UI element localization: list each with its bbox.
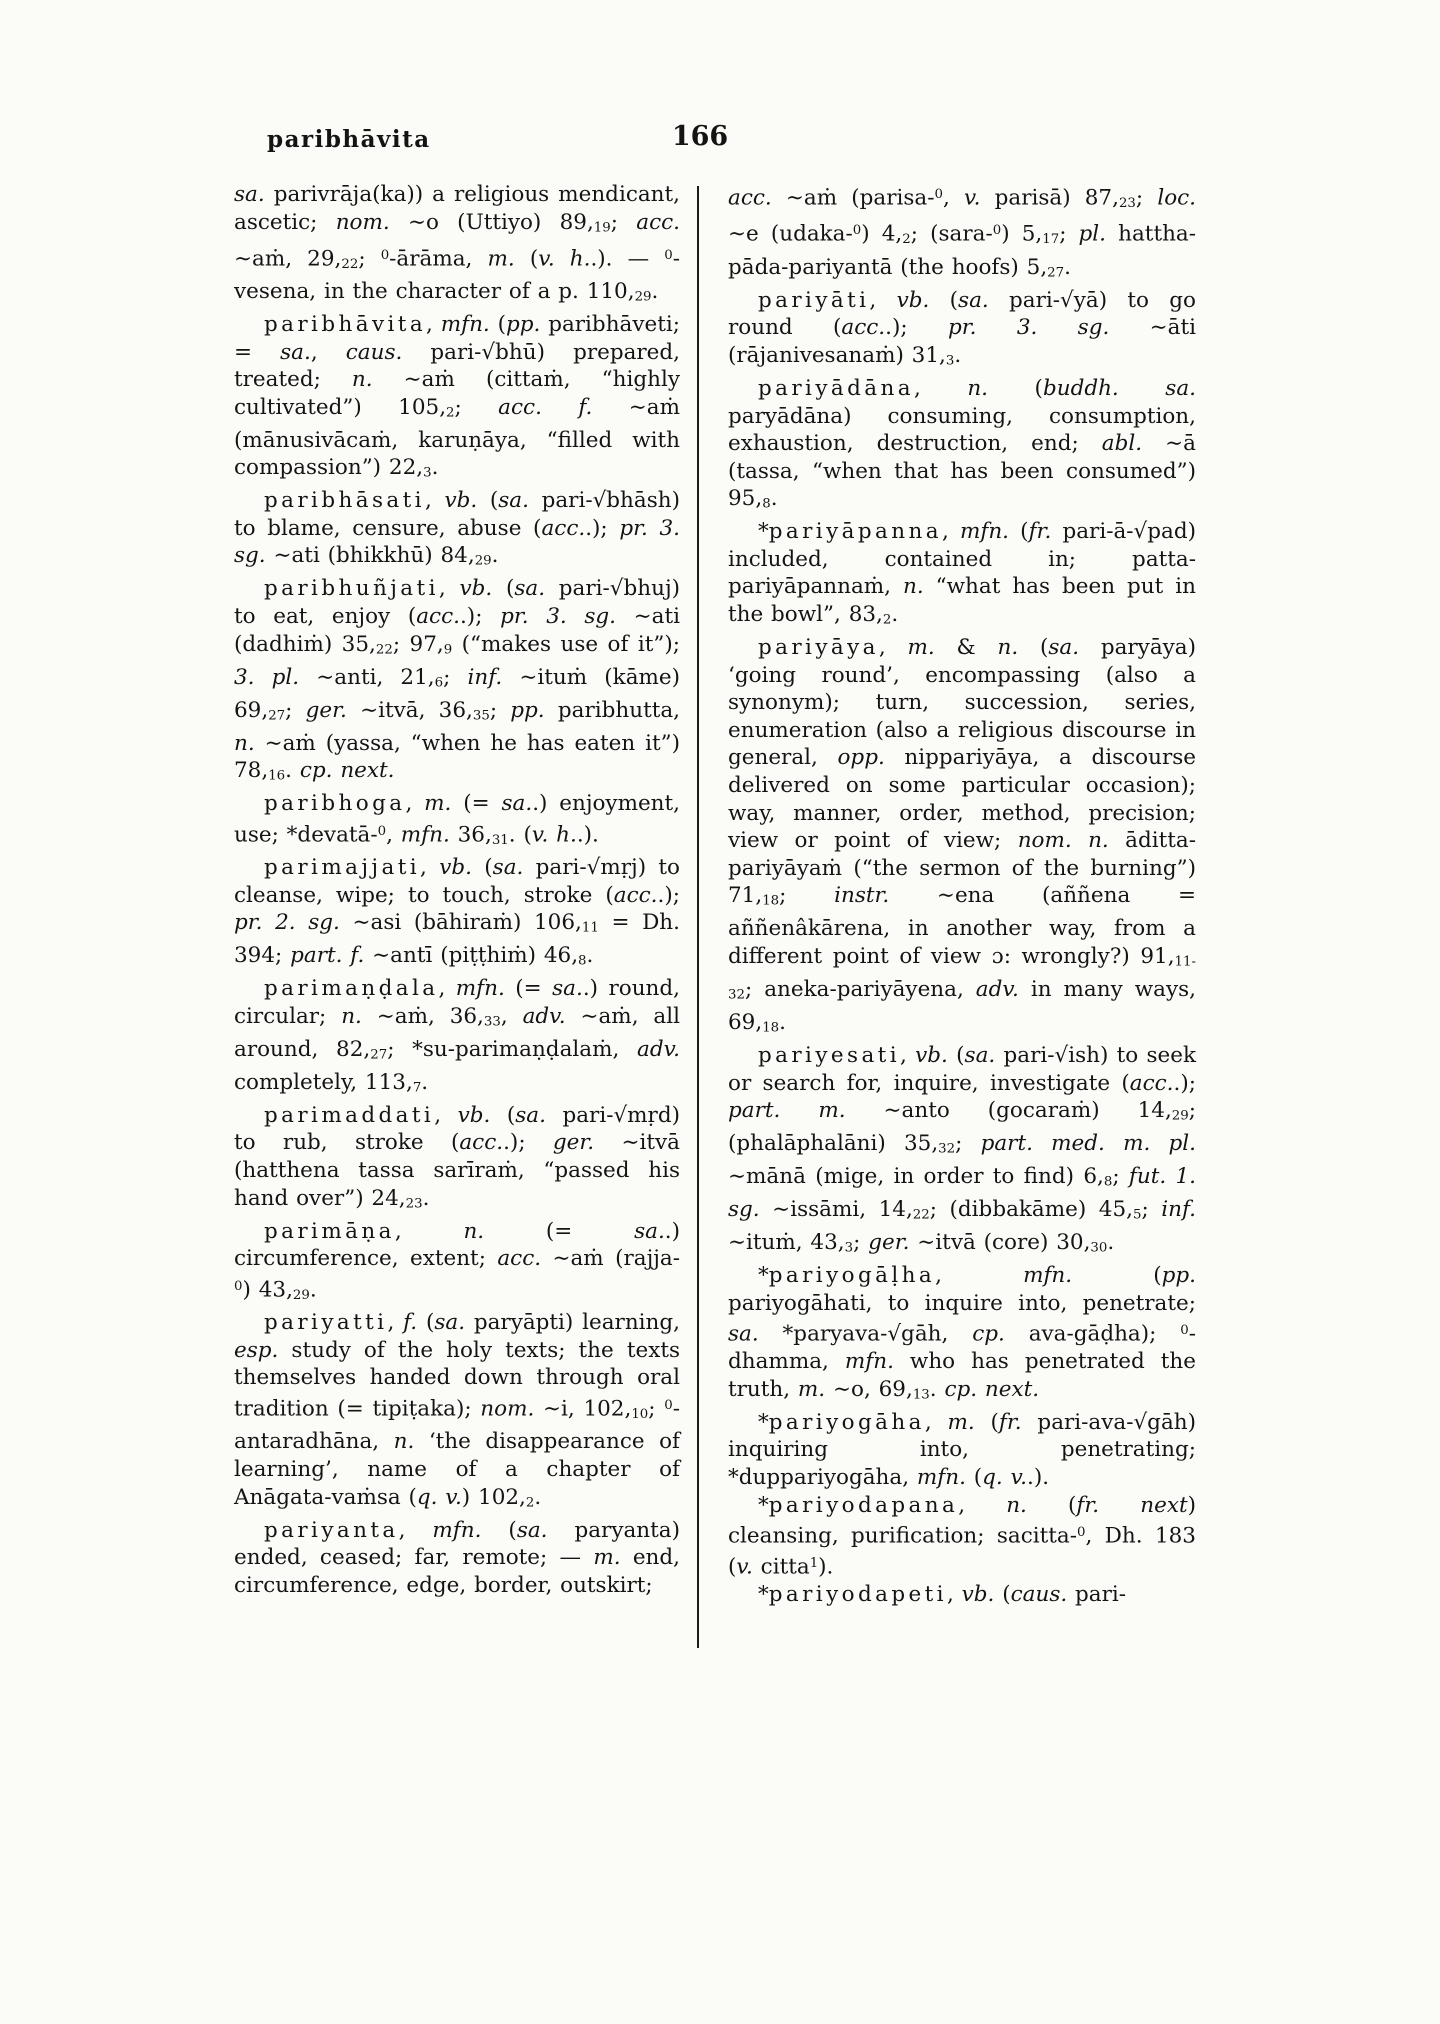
line-reference: 11-32 bbox=[728, 954, 1196, 1003]
entry-continuation: acc. ∼aṁ (parisa-$^0$, v. parisā) 87,23; loc. ∼e (udaka-$^0$) 4,2; (sara-$^0$) 5,17; pl. hattha-pāda-pariyantā (the hoofs) 5,27. bbox=[728, 185, 1197, 281]
abbreviation: sa. bbox=[728, 1321, 759, 1347]
abbreviation: sa. bbox=[1048, 635, 1080, 661]
line-reference: 19 bbox=[593, 219, 611, 235]
line-reference: 29 bbox=[292, 1287, 310, 1303]
abbreviation: inf. bbox=[467, 664, 503, 690]
abbreviation: pp. bbox=[510, 697, 545, 723]
abbreviation: nom. n. bbox=[1017, 828, 1109, 854]
compound-marker: 0 bbox=[234, 1278, 243, 1294]
dictionary-entry: pariyanta, mfn. (sa. paryanta) ended, ceased; far, remote; — m. end, circumference, edge, border, outskirt; bbox=[234, 1517, 680, 1598]
abbreviation: loc. bbox=[1157, 185, 1197, 211]
line-reference: 22 bbox=[341, 256, 359, 272]
abbreviation: pr. 3. sg. bbox=[500, 604, 617, 630]
dictionary-entry: *pariyāpanna, mfn. (fr. pari-ā-√pad) included, contained in; patta-pariyāpannaṁ, n. “what has been put in the bowl”, 83,2. bbox=[728, 519, 1196, 628]
line-reference: 23 bbox=[405, 1196, 423, 1212]
abbreviation: ger. bbox=[868, 1230, 910, 1256]
line-reference: 17 bbox=[1042, 232, 1060, 248]
dictionary-entry: parimaddati, vb. (sa. pari-√mṛd) to rub, stroke (acc..); ger. ∼itvā (hatthena tassa sarīraṁ, “passed his hand over”) 24,23. bbox=[234, 1102, 680, 1212]
line-reference: 18 bbox=[762, 893, 780, 909]
line-reference: 7 bbox=[412, 1080, 422, 1096]
headword: pariyāti bbox=[758, 287, 870, 313]
abbreviation: m. bbox=[947, 1409, 975, 1435]
line-reference: 2 bbox=[525, 1494, 535, 1510]
compound-marker: 0 bbox=[1077, 1525, 1086, 1541]
abbreviation: mfn. bbox=[432, 1517, 482, 1543]
line-reference: 8 bbox=[578, 953, 587, 969]
dictionary-entry: *pariyogāḷha, mfn. (pp. pariyogāhati, to inquire into, penetrate; sa. *paryava-√gāh, cp. ava-gāḍha); $^0$-dhamma, mfn. who has penetrated the truth, m. ∼o, 69,13. cp. next. bbox=[728, 1263, 1196, 1403]
abbreviation: vb. bbox=[459, 576, 493, 602]
abbreviation: mfn. bbox=[1023, 1263, 1073, 1289]
abbreviation: vb. bbox=[457, 1102, 491, 1128]
line-reference: 13 bbox=[912, 1387, 930, 1403]
abbreviation: n. bbox=[341, 1003, 362, 1029]
compound-marker: 0 bbox=[377, 823, 387, 839]
compound-marker: 1 bbox=[809, 1556, 819, 1572]
headword: pariyatti bbox=[264, 1310, 388, 1336]
abbreviation: m. bbox=[424, 791, 452, 817]
abbreviation: fr. bbox=[998, 1409, 1022, 1435]
abbreviation: instr. bbox=[834, 883, 890, 909]
dictionary-entry: pariyādāna, n. (buddh. sa. paryādāna) consuming, consumption, exhaustion, destruction, end; abl. ∼ā (tassa, “when that has been consumed”) 95,8. bbox=[728, 375, 1196, 512]
abbreviation: vb. bbox=[961, 1582, 995, 1608]
abbreviation: sa. bbox=[234, 182, 265, 207]
abbreviation: pp. bbox=[1161, 1263, 1196, 1289]
headword: pariyādāna bbox=[758, 375, 914, 401]
abbreviation: acc. bbox=[841, 315, 886, 341]
abbreviation: fut. 1. sg. bbox=[728, 1164, 1196, 1223]
compound-marker: 0 bbox=[664, 1397, 673, 1413]
line-reference: 33 bbox=[483, 1014, 501, 1030]
abbreviation: m. bbox=[797, 1376, 826, 1402]
line-reference: 29 bbox=[634, 289, 652, 305]
headword: parimaddati bbox=[264, 1102, 435, 1128]
headword: paribhoga bbox=[264, 791, 406, 817]
line-reference: 8 bbox=[1103, 1174, 1113, 1190]
abbreviation: acc. bbox=[728, 185, 772, 211]
line-reference: 22 bbox=[912, 1207, 930, 1223]
dictionary-entry: parimāṇa, n. (= sa..) circumference, extent; acc. ∼aṁ (rajja-$^0$) 43,29. bbox=[234, 1218, 681, 1303]
abbreviation: m. bbox=[593, 1545, 621, 1571]
headword: pariyodapeti bbox=[768, 1582, 947, 1608]
line-reference: 2 bbox=[902, 232, 911, 248]
abbreviation: n. bbox=[1006, 1492, 1027, 1518]
entry-continuation: sa. parivrāja(ka)) a religious mendicant, ascetic; nom. ∼o (Uttiyo) 89,19; acc. ∼aṁ, 29,22; $^0$-ārāma, m. (v. h..). — $^0$-vesena, in the character of a p. 110,29. bbox=[234, 182, 681, 305]
abbreviation: vb. bbox=[444, 488, 478, 514]
abbreviation: cp. next. bbox=[944, 1376, 1040, 1402]
abbreviation: caus. bbox=[1010, 1582, 1068, 1608]
abbreviation: n. bbox=[393, 1429, 415, 1455]
abbreviation: v. bbox=[736, 1554, 753, 1580]
dictionary-entry: pariyatti, f. (sa. paryāpti) learning, esp. study of the holy texts; the texts themselves handed down through oral tradition (= tipiṭaka); nom. ∼i, 102,10; $^0$-antaradhāna, n. ‘the disappearance of learning’, name of a chapter of Anāgata-vaṁsa (q. v.) 102,2. bbox=[234, 1310, 680, 1510]
dictionary-entry: paribhoga, m. (= sa..) enjoyment, use; *devatā-$^0$, mfn. 36,31. (v. h..). bbox=[234, 791, 681, 848]
abbreviation: n. bbox=[234, 730, 255, 756]
abbreviation: acc. bbox=[541, 515, 586, 541]
dictionary-entry: paribhāvita, mfn. (pp. paribhāveti; = sa., caus. pari-√bhū) prepared, treated; n. ∼aṁ (cittaṁ, “highly cultivated”) 105,2; acc. f. ∼aṁ (mānusivācaṁ, karuṇāya, “filled with compassion”) 22,3. bbox=[234, 311, 681, 481]
dictionary-entry: *pariyodapana, n. (fr. next) cleansing, purification; sacitta-$^0$, Dh. 183 (v. citta$^1$). bbox=[728, 1492, 1196, 1580]
abbreviation: sa. bbox=[514, 576, 546, 602]
compound-marker: 0 bbox=[380, 247, 390, 263]
abbreviation: inf. bbox=[1161, 1197, 1196, 1223]
abbreviation: v. bbox=[964, 185, 981, 211]
abbreviation: acc. bbox=[459, 1130, 504, 1156]
line-reference: 27 bbox=[1047, 265, 1065, 281]
line-reference: 23 bbox=[1118, 195, 1136, 211]
right-column bbox=[728, 181, 1196, 1609]
abbreviation: n. bbox=[967, 375, 989, 401]
dictionary-entry: paribhāsati, vb. (sa. pari-√bhāsh) to blame, censure, abuse (acc..); pr. 3. sg. ∼ati (bhikkhū) 84,29. bbox=[234, 488, 680, 569]
abbreviation: mfn. bbox=[959, 519, 1009, 545]
abbreviation: sa. bbox=[964, 1042, 996, 1068]
abbreviation: acc. bbox=[497, 1246, 542, 1272]
abbreviation: mfn. bbox=[400, 822, 450, 848]
abbreviation: nom. bbox=[480, 1396, 535, 1422]
abbreviation: sa. bbox=[634, 1218, 665, 1244]
abbreviation: sa. bbox=[515, 1102, 546, 1128]
headword: paribhuñjati bbox=[264, 576, 439, 602]
line-reference: 27 bbox=[268, 708, 286, 723]
abbreviation: adv. bbox=[522, 1003, 566, 1029]
line-reference: 35 bbox=[472, 708, 490, 723]
line-reference: 3 bbox=[844, 1240, 854, 1256]
abbreviation: part. f. bbox=[290, 943, 365, 969]
abbreviation: opp. bbox=[837, 745, 885, 771]
headword: paribhāvita bbox=[264, 311, 427, 337]
abbreviation: q. v. bbox=[416, 1484, 462, 1510]
abbreviation: adv. bbox=[637, 1036, 681, 1062]
abbreviation: abl. bbox=[1101, 431, 1143, 457]
line-reference: 3 bbox=[945, 353, 955, 369]
abbreviation: sa. bbox=[434, 1310, 466, 1336]
left-column bbox=[234, 181, 680, 1599]
dictionary-entry: pariyāya, m. & n. (sa. paryāya) ‘going round’, encompassing (also a synonym); turn, succession, series, enumeration (also a religious discourse in general, opp. nippariyāya, a discourse delivered on some particular occasion); way, manner, order, method, precision; view or point of view; nom. n. āditta-pariyāyaṁ (“the sermon of the burning”) 71,18; instr. ∼ena (aññena = aññenâkārena, in another way, from a different point of view ɔ: wrongly?) 91,11-32; aneka-pariyāyena, adv. in many ways, 69,18. bbox=[728, 635, 1196, 1036]
line-reference: 5 bbox=[1132, 1207, 1142, 1223]
abbreviation: pr. 2. sg. bbox=[234, 910, 340, 936]
abbreviation: v. h. bbox=[531, 822, 577, 848]
abbreviation: acc. bbox=[1129, 1070, 1174, 1096]
headword: pariyogāḷha bbox=[768, 1263, 936, 1289]
line-reference: 16 bbox=[268, 768, 286, 784]
abbreviation: acc. bbox=[613, 882, 658, 908]
line-reference: 6 bbox=[434, 675, 444, 691]
line-reference: 11 bbox=[581, 920, 599, 936]
line-reference: 9 bbox=[443, 642, 453, 658]
abbreviation: mfn. bbox=[440, 311, 490, 337]
abbreviation: sa. bbox=[501, 791, 533, 817]
line-reference: 10 bbox=[631, 1406, 649, 1422]
line-reference: 18 bbox=[762, 1020, 780, 1036]
abbreviation: pr. 3. sg. bbox=[234, 515, 680, 569]
abbreviation: sa. bbox=[280, 339, 311, 365]
headword: pariyāpanna bbox=[768, 519, 942, 545]
abbreviation: mfn. bbox=[844, 1349, 894, 1375]
compound-marker: 0 bbox=[934, 187, 944, 202]
abbreviation: n. bbox=[903, 574, 924, 600]
abbreviation: sa. bbox=[498, 488, 529, 514]
abbreviation: caus. bbox=[345, 339, 403, 365]
line-reference: 3 bbox=[423, 465, 432, 481]
abbreviation: fr. next bbox=[1076, 1492, 1188, 1518]
dictionary-entry: *pariyogāha, m. (fr. pari-ava-√gāh) inquiring into, penetrating; *duppariyogāha, mfn. (q. v..). bbox=[728, 1409, 1196, 1490]
abbreviation: mfn. bbox=[916, 1464, 966, 1490]
dictionary-entry: pariyāti, vb. (sa. pari-√yā) to go round (acc..); pr. 3. sg. ∼āti (rājanivesanaṁ) 31,3. bbox=[728, 287, 1196, 369]
abbreviation: cp. next. bbox=[299, 758, 395, 784]
running-head: paribhāvita bbox=[267, 126, 431, 153]
compound-marker: 0 bbox=[992, 223, 1002, 239]
line-reference: 2 bbox=[446, 405, 455, 421]
abbreviation: buddh. sa. bbox=[1042, 375, 1196, 401]
abbreviation: nom. bbox=[335, 209, 390, 235]
abbreviation: pr. 3. sg. bbox=[947, 315, 1110, 341]
dictionary-entry: pariyesati, vb. (sa. pari-√ish) to seek or search for, inquire, investigate (acc..); part. m. ∼anto (gocaraṁ) 14,29; (phalāphalāni) 35,32; part. med. m. pl. ∼mānā (mige, in order to find) 6,8; fut. 1. sg. ∼issāmi, 14,22; (dibbakāme) 45,5; inf. ∼ituṁ, 43,3; ger. ∼itvā (core) 30,30. bbox=[728, 1042, 1196, 1256]
abbreviation: pp. bbox=[505, 311, 541, 337]
abbreviation: sa. bbox=[552, 976, 583, 1002]
line-reference: 30 bbox=[1090, 1240, 1108, 1256]
line-reference: 27 bbox=[370, 1047, 388, 1063]
dictionary-entry: parimajjati, vb. (sa. pari-√mṛj) to cleanse, wipe; to touch, stroke (acc..); pr. 2. sg. ∼asi (bāhiraṁ) 106,11 = Dh. 394; part. f. ∼antī (piṭṭhiṁ) 46,8. bbox=[234, 855, 680, 969]
abbreviation: vb. bbox=[439, 855, 472, 881]
abbreviation: m. bbox=[907, 635, 935, 661]
line-reference: 31 bbox=[491, 832, 509, 848]
abbreviation: v. h. bbox=[538, 245, 591, 271]
abbreviation: acc. f. bbox=[498, 394, 593, 420]
abbreviation: ger. bbox=[305, 697, 347, 723]
headword: parimajjati bbox=[264, 855, 421, 881]
headword: pariyāya bbox=[758, 635, 879, 661]
abbreviation: part. m. bbox=[728, 1098, 846, 1124]
abbreviation: acc. bbox=[416, 604, 460, 630]
line-reference: 32 bbox=[938, 1141, 956, 1157]
abbreviation: q. v. bbox=[982, 1464, 1028, 1490]
line-reference: 29 bbox=[474, 553, 492, 569]
abbreviation: vb. bbox=[915, 1042, 948, 1068]
abbreviation: cp. bbox=[972, 1321, 1005, 1347]
headword: parimāṇa bbox=[264, 1218, 395, 1244]
dictionary-entry: paribhuñjati, vb. (sa. pari-√bhuj) to eat, enjoy (acc..); pr. 3. sg. ∼ati (dadhiṁ) 35,22; 97,9 (“makes use of it”); 3. pl. ∼anti, 21,6; inf. ∼ituṁ (kāme) 69,27; ger. ∼itvā, 36,35; pp. paribhutta, n. ∼aṁ (yassa, “when he has eaten it”) 78,16. cp. next. bbox=[234, 576, 681, 784]
abbreviation: n. bbox=[463, 1218, 485, 1244]
abbreviation: pl. bbox=[1078, 221, 1107, 247]
compound-marker: 0 bbox=[852, 223, 862, 239]
abbreviation: adv. bbox=[975, 976, 1019, 1002]
headword: pariyesati bbox=[758, 1042, 900, 1068]
abbreviation: n. bbox=[997, 635, 1019, 661]
abbreviation: 3. pl. bbox=[234, 664, 300, 690]
abbreviation: mfn. bbox=[455, 976, 505, 1002]
abbreviation: part. med. m. pl. bbox=[980, 1131, 1196, 1157]
page-number: 166 bbox=[671, 121, 729, 152]
headword: pariyanta bbox=[264, 1517, 399, 1543]
compound-marker: 0 bbox=[664, 247, 673, 263]
headword: parimaṇḍala bbox=[264, 976, 439, 1002]
abbreviation: fr. bbox=[1028, 519, 1052, 545]
abbreviation: m. bbox=[487, 245, 515, 271]
line-reference: 22 bbox=[375, 642, 393, 658]
abbreviation: f. bbox=[403, 1310, 418, 1336]
compound-marker: 0 bbox=[1180, 1323, 1189, 1339]
abbreviation: ger. bbox=[552, 1130, 595, 1156]
dictionary-entry: *pariyodapeti, vb. (caus. pari- bbox=[758, 1582, 1127, 1608]
headword: paribhāsati bbox=[264, 488, 425, 514]
line-reference: 2 bbox=[882, 612, 892, 628]
line-reference: 8 bbox=[762, 496, 771, 512]
headword: pariyodapana bbox=[768, 1492, 959, 1518]
dictionary-entry: parimaṇḍala, mfn. (= sa..) round, circular; n. ∼aṁ, 36,33, adv. ∼aṁ, all around, 82,27; *su-parimaṇḍalaṁ, adv. completely, 113,7. bbox=[234, 976, 681, 1096]
headword: pariyogāha bbox=[768, 1409, 925, 1435]
text-columns bbox=[234, 181, 1196, 1609]
abbreviation: esp. bbox=[234, 1337, 279, 1363]
abbreviation: vb. bbox=[896, 287, 930, 313]
line-reference: 29 bbox=[1171, 1108, 1189, 1124]
abbreviation: sa. bbox=[958, 287, 989, 313]
abbreviation: acc. bbox=[636, 209, 681, 235]
abbreviation: sa. bbox=[492, 855, 524, 881]
abbreviation: sa. bbox=[516, 1517, 548, 1543]
abbreviation: n. bbox=[351, 367, 373, 393]
